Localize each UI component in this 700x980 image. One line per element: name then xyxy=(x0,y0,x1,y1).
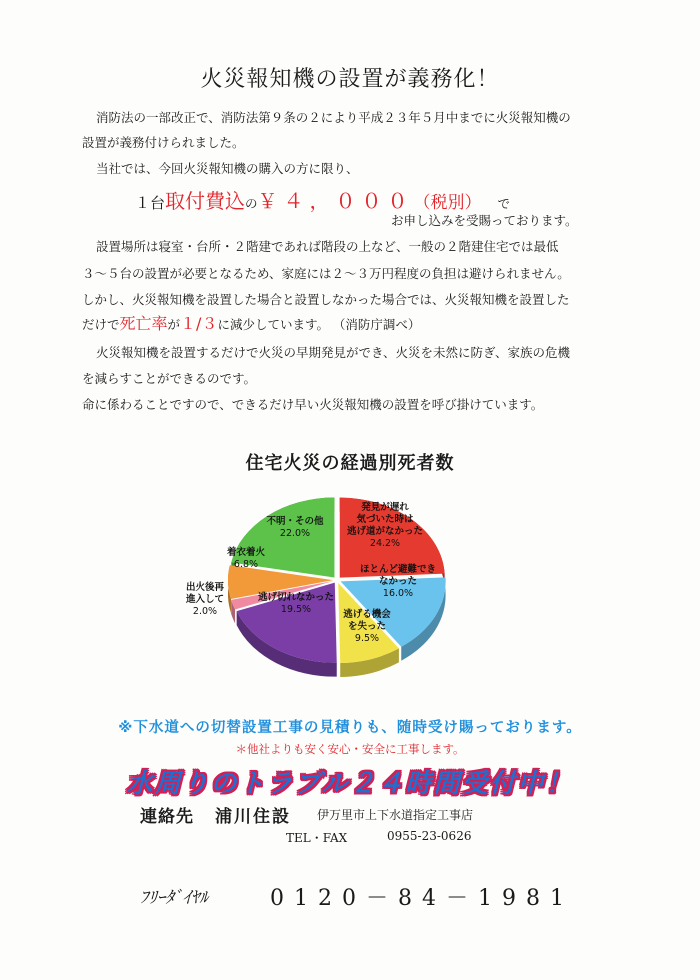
pie-label-0-1: 気づいた時は xyxy=(356,514,414,525)
pie-label-3-0: 逃げ切れなかった xyxy=(257,592,335,603)
body-line-1: 設置場所は寝室・台所・２階建であれば階段の上など、一般の２階建住宅では最低 xyxy=(96,239,559,254)
pie-label-1-0: ほとんど避難でき xyxy=(359,564,437,575)
offer-line-1: 当社では、今回火災報知機の購入の方に限り、 xyxy=(96,161,359,176)
sewer-notice: ※下水道への切替設置工事の見積りも、随時受け賜っております。 xyxy=(118,720,582,736)
pie-label-4-1: 進入して xyxy=(185,594,225,605)
contact-label: 連絡先 xyxy=(140,807,194,827)
price-suffix: で xyxy=(497,196,511,211)
intro-line-1: 消防法の一部改正で、消防法第９条の２により平成２３年５月中までに火災報知機の xyxy=(96,110,571,125)
phone-number[interactable]: 0955-23-0626 xyxy=(387,829,472,843)
page-title: 火災報知機の設置が義務化！ xyxy=(200,67,500,92)
pie-label-6-0: 不明・その他 xyxy=(266,516,324,527)
telfax-label: TEL・FAX xyxy=(286,831,348,845)
price-particle: の xyxy=(245,196,258,211)
pie-label-5-0: 着衣着火 xyxy=(226,547,266,558)
pie-label-0-0: 発見が遅れ xyxy=(361,502,409,513)
body-line-4-post: に減少しています。 （消防庁調べ） xyxy=(217,317,421,332)
pie-label-0-2: 逃げ道がなかった xyxy=(346,526,424,537)
body-line-5: 火災報知機を設置するだけで火災の早期発見ができ、火災を未然に防ぎ、家族の危機 xyxy=(96,345,571,360)
pie-pct-4: 2.0% xyxy=(192,606,218,617)
pie-label-2-0: 逃げる機会 xyxy=(343,609,391,620)
pie-pct-0: 24.2% xyxy=(369,538,401,549)
price-tax: （税別） xyxy=(413,193,482,213)
company-designation: 伊万里市上下水道指定工事店 xyxy=(317,808,474,822)
company-name: 浦川住設 xyxy=(215,807,291,827)
pie-pct-3: 19.5% xyxy=(280,604,312,615)
body-line-7: 命に係わることですので、できるだけ早い火災報知機の設置を呼び掛けています。 xyxy=(82,397,544,412)
pie-label-1-1: なかった xyxy=(378,576,418,587)
pie-pct-6: 22.0% xyxy=(279,528,311,539)
body-line-2: ３～５台の設置が必要となるため、家庭には２～３万円程度の負担は避けられません。 xyxy=(82,266,570,281)
price-amount: ￥４，０００ xyxy=(257,189,414,213)
safety-notice: ＊他社よりも安く安心・安全に工事します。 xyxy=(235,742,465,756)
pie-label-2-1: を失った xyxy=(347,621,387,632)
chart-title: 住宅火災の経過別死者数 xyxy=(245,453,455,474)
intro-line-2: 設置が義務付けられました。 xyxy=(82,135,245,150)
freedial-number[interactable]: 0120－84－1981 xyxy=(270,886,574,911)
service-banner: 水周りのトラブル２４時間受付中！ xyxy=(126,769,574,799)
pie-label-4-0: 出火後再 xyxy=(185,582,225,593)
body-line-4-mid: が xyxy=(167,317,181,332)
body-line-4-pre: だけで xyxy=(82,317,120,332)
pie-pct-5: 6.8% xyxy=(233,559,259,570)
pie-pct-2: 9.5% xyxy=(354,633,380,644)
price-unit: １台 xyxy=(135,194,166,212)
death-rate-label: 死亡率 xyxy=(119,314,168,333)
freedial-label: ﾌﾘｰﾀﾞｲﾔﾙ xyxy=(140,888,208,908)
body-line-3: しかし、火災報知機を設置した場合と設置しなかった場合では、火災報知機を設置した xyxy=(82,292,570,307)
pie-pct-1: 16.0% xyxy=(382,588,414,599)
death-rate-value: １/３ xyxy=(180,314,218,333)
price-fee-label: 取付費込 xyxy=(165,189,246,213)
body-line-6: を減らすことができるのです。 xyxy=(82,371,257,386)
offer-closing: お申し込みを受賜っております。 xyxy=(391,213,578,228)
